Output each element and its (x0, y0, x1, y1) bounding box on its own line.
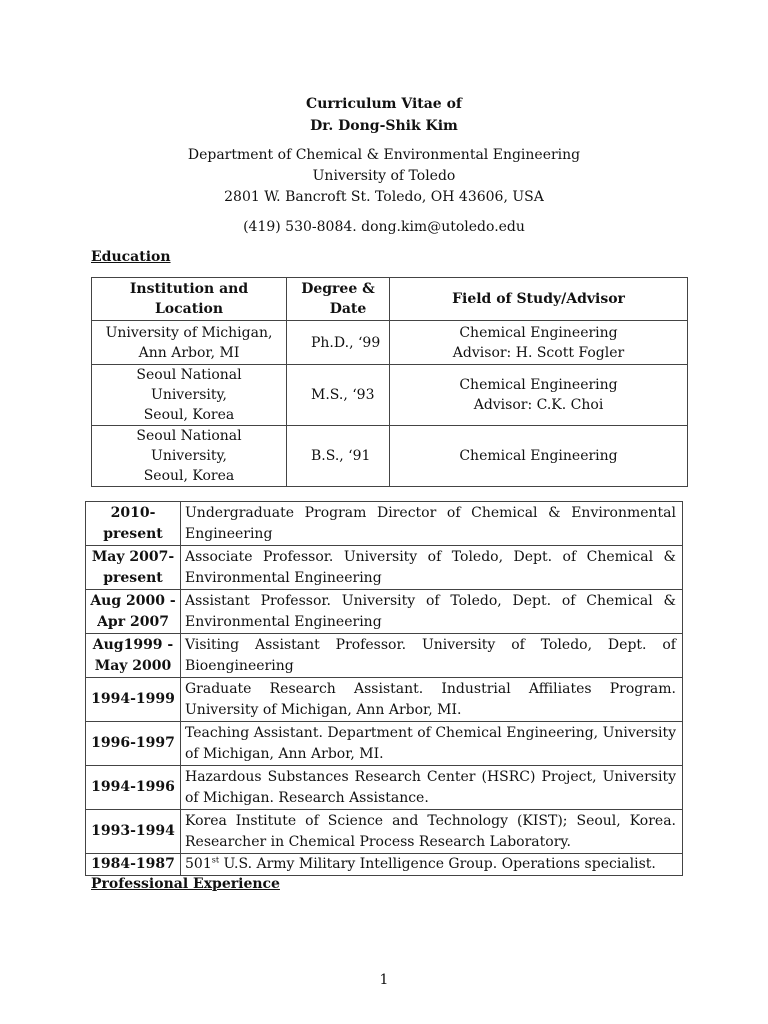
description-cell: Korea Institute of Science and Technology (KIST); Seoul, Korea. Researcher in Chemical Process Research Laboratory. (181, 810, 683, 854)
col-field: Field of Study/Advisor (390, 278, 688, 321)
year-cell: 1994-1996 (86, 766, 181, 810)
institution-location: Seoul, Korea (143, 407, 235, 423)
year-end: Apr 2007 (97, 613, 169, 630)
cv-title-line1: Curriculum Vitae of (306, 96, 462, 112)
description-cell (181, 854, 683, 876)
year-cell: 1994-1999 (86, 678, 181, 722)
field-cell: Chemical Engineering (390, 426, 688, 487)
description-cell: Teaching Assistant. Department of Chemical Engineering, University of Michigan, Ann Arbor, MI. (181, 722, 683, 766)
table-row (92, 321, 688, 365)
advisor: Advisor: C.K. Choi (473, 397, 604, 413)
year-start: Aug 2000 - (90, 592, 176, 609)
field-cell (390, 365, 688, 426)
col-degree-line1: Degree & (301, 281, 375, 297)
year-cell: 2010-present (86, 502, 181, 546)
description-cell: Undergraduate Program Director of Chemical & Environmental Engineering (181, 502, 683, 546)
description-text: U.S. Army Military Intelligence Group. Operations specialist. (219, 856, 656, 872)
advisor: Advisor: H. Scott Fogler (452, 344, 625, 361)
cv-title-name: Dr. Dong-Shik Kim (310, 118, 458, 134)
institution-location: Ann Arbor, MI (138, 344, 240, 361)
col-institution: Institution and Location (92, 278, 287, 321)
table-row (86, 502, 683, 546)
table-row (86, 590, 683, 634)
education-header-row (92, 278, 688, 321)
year-cell: 1984-1987 (86, 854, 181, 876)
col-degree-line2: Date (329, 301, 367, 317)
year-start: Aug1999 - (92, 636, 174, 653)
field-of-study: Chemical Engineering (459, 324, 618, 341)
table-row (86, 678, 683, 722)
year-start: May 2007- (91, 548, 175, 565)
university: University of Toledo (312, 168, 456, 184)
unit-number: 501 (185, 856, 212, 872)
table-row (92, 365, 688, 426)
page-number: 1 (379, 972, 389, 988)
year-cell: 1993-1994 (86, 810, 181, 854)
institution-cell (92, 426, 287, 487)
department: Department of Chemical & Environmental Engineering (187, 147, 581, 163)
institution-name: Seoul National University, (136, 428, 242, 464)
education-table (91, 277, 688, 487)
year-cell (86, 590, 181, 634)
field-cell (390, 321, 688, 365)
table-row (92, 426, 688, 487)
table-row (86, 766, 683, 810)
institution-name: Seoul National University, (136, 367, 242, 403)
year-cell (86, 546, 181, 590)
table-row (86, 854, 683, 876)
field-of-study: Chemical Engineering (459, 377, 618, 393)
table-row (86, 546, 683, 590)
year-cell: 1996-1997 (86, 722, 181, 766)
institution-name: University of Michigan, (105, 324, 273, 341)
table-row (86, 634, 683, 678)
experience-heading: Professional Experience (91, 876, 280, 892)
year-cell (86, 634, 181, 678)
description-cell: Graduate Research Assistant. Industrial Affiliates Program. University of Michigan, Ann Arbor, MI. (181, 678, 683, 722)
ordinal-suffix: st (211, 855, 220, 865)
description-cell: Assistant Professor. University of Toledo, Dept. of Chemical & Environmental Engineering (181, 590, 683, 634)
contact-info: (419) 530-8084. dong.kim@utoledo.edu (243, 219, 525, 235)
description-cell: Hazardous Substances Research Center (HSRC) Project, University of Michigan. Research Assistance. (181, 766, 683, 810)
col-degree (287, 278, 390, 321)
year-end: May 2000 (94, 657, 172, 674)
institution-cell (92, 321, 287, 365)
address: 2801 W. Bancroft St. Toledo, OH 43606, USA (224, 189, 544, 205)
degree-cell: B.S., ‘91 (287, 426, 390, 487)
experience-table (85, 501, 683, 876)
table-row (86, 722, 683, 766)
degree-cell: Ph.D., ‘99 (287, 321, 390, 365)
table-row (86, 810, 683, 854)
education-heading: Education (91, 249, 171, 265)
year-end: present (103, 569, 163, 586)
description-cell: Visiting Assistant Professor. University of Toledo, Dept. of Bioengineering (181, 634, 683, 678)
description-cell: Associate Professor. University of Toledo, Dept. of Chemical & Environmental Engineering (181, 546, 683, 590)
degree-cell: M.S., ‘93 (287, 365, 390, 426)
institution-location: Seoul, Korea (143, 468, 235, 484)
institution-cell (92, 365, 287, 426)
